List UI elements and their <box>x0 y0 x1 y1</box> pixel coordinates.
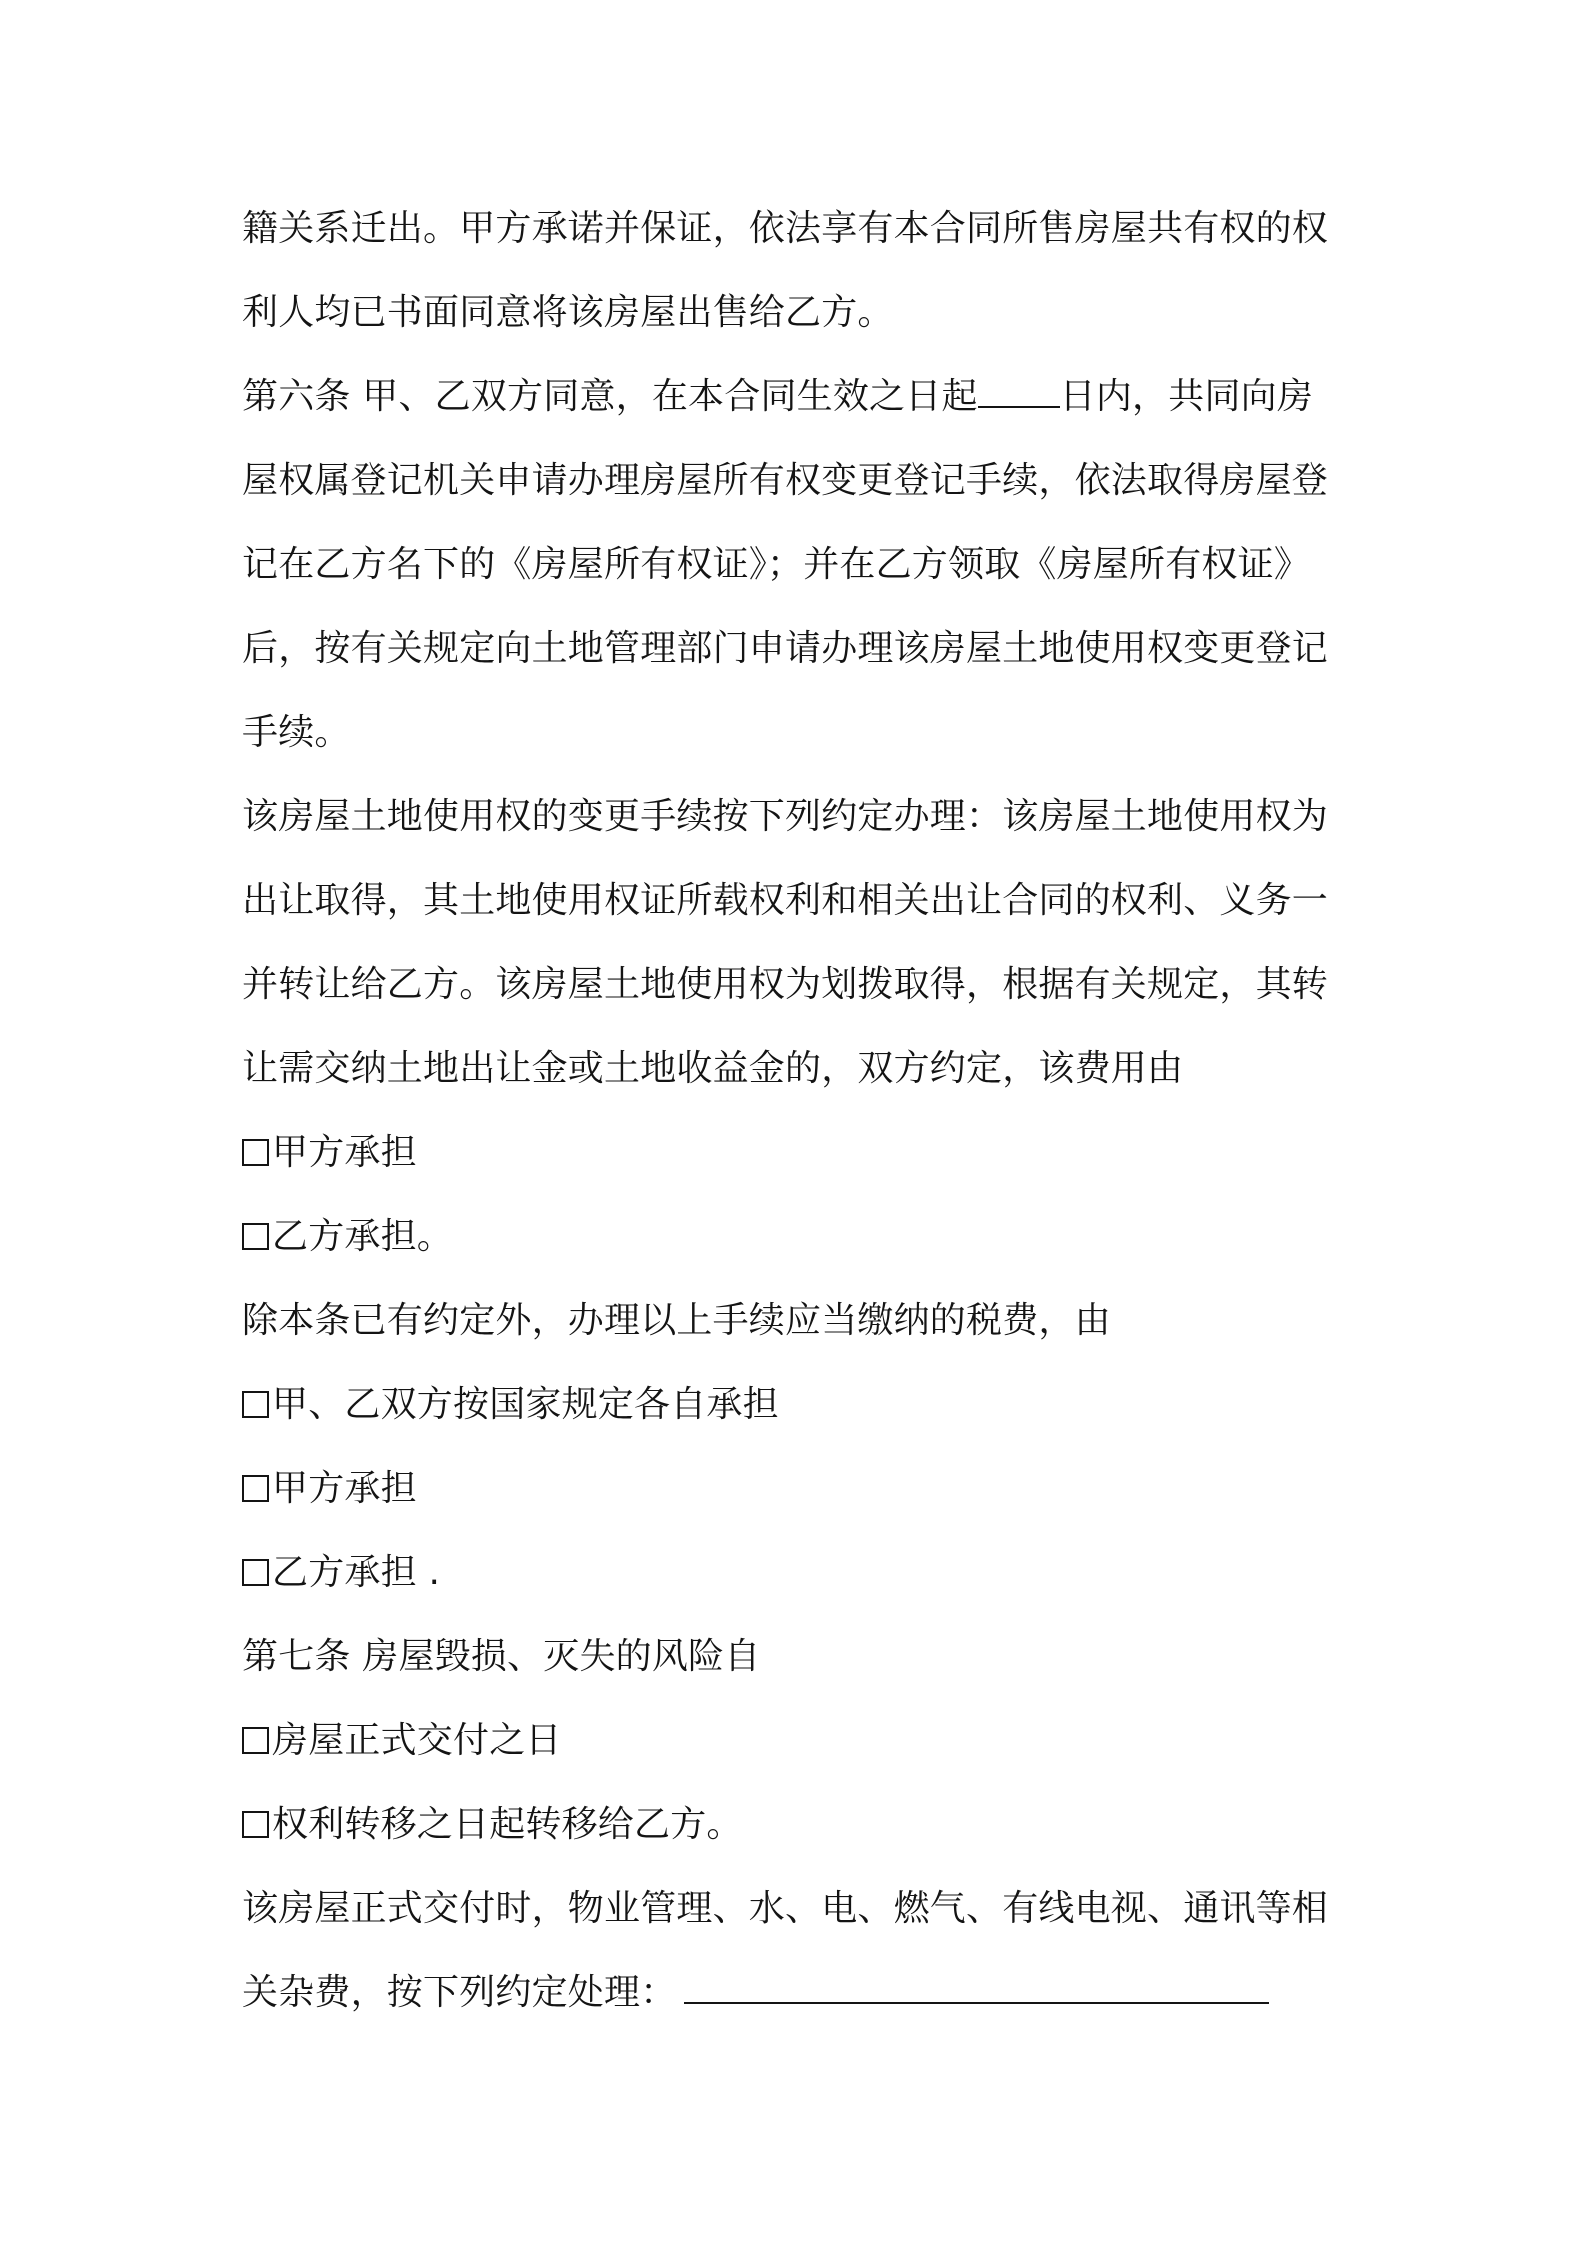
option-label: 甲、乙双方按国家规定各自承担 <box>272 1384 779 1425</box>
article-6-text: 第六条 甲、乙双方同意，在本合同生效之日起 <box>242 376 978 417</box>
checkbox-option <box>242 1381 779 1429</box>
text-line: 让需交纳土地出让金或土地收益金的，双方约定，该费用由 <box>242 1048 1184 1089</box>
fees-text: 关杂费，按下列约定处理： <box>242 1972 677 2013</box>
checkbox-option <box>242 1717 562 1765</box>
option-label: 乙方承担 . <box>272 1552 441 1593</box>
option-label: 甲方承担 <box>272 1132 417 1173</box>
checkbox[interactable] <box>242 1223 269 1250</box>
checkbox[interactable] <box>242 1559 269 1586</box>
checkbox[interactable] <box>242 1727 269 1754</box>
checkbox-option <box>242 1549 440 1597</box>
days-blank <box>978 376 1060 408</box>
option-label: 房屋正式交付之日 <box>272 1720 562 1761</box>
checkbox[interactable] <box>242 1391 269 1418</box>
text-line: 该房屋正式交付时，物业管理、水、电、燃气、有线电视、通讯等相 <box>242 1888 1329 1929</box>
article-6-text-cont: 日内，共同向房 <box>1059 376 1314 417</box>
fees-line <box>242 1969 1269 2017</box>
text-line: 利人均已书面同意将该房屋出售给乙方。 <box>242 292 894 333</box>
checkbox-option <box>242 1129 417 1177</box>
checkbox-option <box>242 1213 453 1261</box>
text-line: 籍关系迁出。甲方承诺并保证，依法享有本合同所售房屋共有权的权 <box>242 208 1329 249</box>
text-line: 手续。 <box>242 712 351 753</box>
text-line: 屋权属登记机关申请办理房屋所有权变更登记手续，依法取得房屋登 <box>242 460 1329 501</box>
option-label: 甲方承担 <box>272 1468 417 1509</box>
option-label: 乙方承担。 <box>272 1216 454 1257</box>
text-line: 并转让给乙方。该房屋土地使用权为划拨取得，根据有关规定，其转 <box>242 964 1329 1005</box>
text-line: 出让取得，其土地使用权证所载权利和相关出让合同的权利、义务一 <box>242 880 1329 921</box>
text-line: 后，按有关规定向土地管理部门申请办理该房屋土地使用权变更登记 <box>242 628 1329 669</box>
text-line: 该房屋土地使用权的变更手续按下列约定办理：该房屋土地使用权为 <box>242 796 1329 837</box>
checkbox[interactable] <box>242 1139 269 1166</box>
checkbox-option <box>242 1801 743 1849</box>
fees-blank <box>684 1972 1269 2004</box>
text-line: 记在乙方名下的《房屋所有权证》；并在乙方领取《房屋所有权证》 <box>242 544 1311 585</box>
checkbox-option <box>242 1465 417 1513</box>
article-6-line <box>242 373 1313 421</box>
text-line: 除本条已有约定外，办理以上手续应当缴纳的税费，由 <box>242 1300 1111 1341</box>
option-label: 权利转移之日起转移给乙方。 <box>272 1804 743 1845</box>
checkbox[interactable] <box>242 1811 269 1838</box>
checkbox[interactable] <box>242 1475 269 1502</box>
article-7-line: 第七条 房屋毁损、灭失的风险自 <box>242 1636 761 1677</box>
